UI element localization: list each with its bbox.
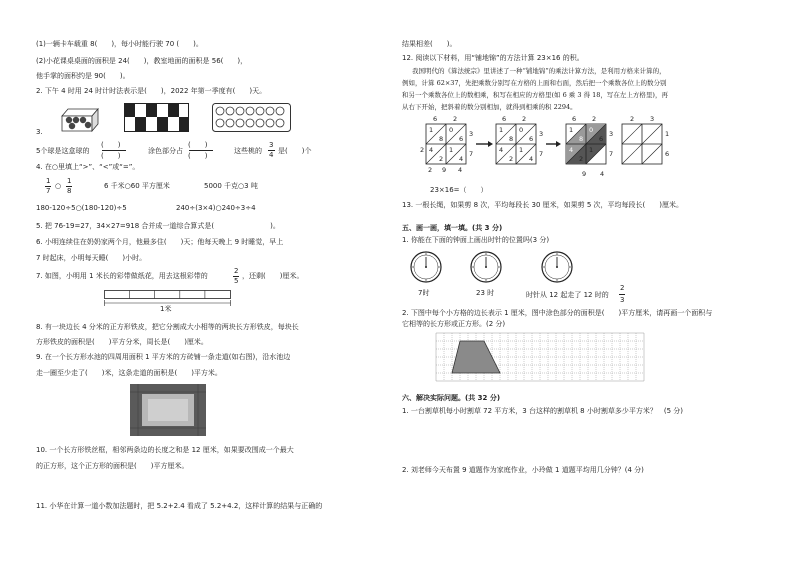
svg-text:7: 7 <box>539 150 544 158</box>
q6-part2: 7 时起床，小明每天睡( )小时。 <box>36 254 147 262</box>
svg-text:6: 6 <box>529 135 534 143</box>
q4-compare-4: 180-120÷5○(180-120)÷5 <box>36 204 127 212</box>
pool-walkway-image <box>130 384 206 436</box>
svg-text:4: 4 <box>429 146 434 154</box>
q1-part2: (2)小花课桌桌面的面积是 24( )，教室地面的面积是 56( )， <box>36 57 248 65</box>
svg-text:8: 8 <box>439 135 444 143</box>
svg-text:3: 3 <box>609 130 614 138</box>
q4-compare-3: 5000 千克○3 吨 <box>204 182 258 190</box>
svg-text:6: 6 <box>572 115 577 123</box>
q3-frac1-den: ( ) <box>101 152 121 160</box>
clock-icon <box>471 252 501 282</box>
svg-text:1: 1 <box>499 126 504 134</box>
svg-text:8: 8 <box>509 135 514 143</box>
clock-icon <box>542 252 572 282</box>
q4-frac-a-den: 7 <box>46 187 51 195</box>
clock3-frac-den: 3 <box>620 296 625 304</box>
svg-text:4: 4 <box>458 166 463 174</box>
svg-text:8: 8 <box>579 135 584 143</box>
q3-text-b: 涂色部分占 <box>148 147 183 155</box>
q7-part2: ，还剩( )厘米。 <box>242 272 304 280</box>
svg-text:2: 2 <box>630 115 635 123</box>
svg-text:3: 3 <box>539 130 544 138</box>
q11-continued: 结果相差( )。 <box>402 40 457 48</box>
q10-part2: 的正方形，这个正方形的面积是( )平方厘米。 <box>36 462 189 470</box>
clock2-label: 23 时 <box>476 289 495 297</box>
q5-text: 5. 把 76-19=27，34×27=918 合并成一道综合算式是( )。 <box>36 222 280 230</box>
g1-top-digit: 2 <box>453 115 458 123</box>
svg-text:9: 9 <box>582 170 587 178</box>
clock-faces <box>410 250 610 286</box>
q4-compare-5: 240÷(3×4)○240÷3÷4 <box>176 204 256 212</box>
q2-text: 2. 下午 4 时用 24 时计时法表示是( )，2022 年第一季度有( )天。 <box>36 87 267 95</box>
s5-q2-part2: 它相等的长方形或正方形。(2 分) <box>402 320 506 328</box>
q6-part1: 6. 小明连续住在奶奶家两个月，他最多住( )天；他每天晚上 9 时睡觉，早上 <box>36 238 284 246</box>
q8-part2: 方形铁皮的面积是( )平方分米，周长是( )厘米。 <box>36 338 208 346</box>
q10-part1: 10. 一个长方形铁丝框，相邻两条边的长度之和是 12 厘米，如果要改围成一个最大 <box>36 446 294 454</box>
shaded-grid-image <box>124 103 190 133</box>
svg-text:2: 2 <box>579 155 584 163</box>
section5-heading: 五、画一画，填一填。(共 3 分) <box>402 224 503 232</box>
q4-frac-a-num: 1 <box>46 177 51 185</box>
s6-q1-text: 1. 一台割草机每小时割草 72 平方米，3 台这样的割草机 8 小时割草多少平方米？ (5 分) <box>402 407 683 415</box>
svg-text:4: 4 <box>599 155 604 163</box>
svg-text:4: 4 <box>529 155 534 163</box>
svg-text:0: 0 <box>589 126 594 134</box>
svg-text:1: 1 <box>569 126 574 134</box>
q3-text-c: 这些桃的 <box>234 147 262 155</box>
q3-text-d: 是( )个 <box>278 147 312 155</box>
fraction-bar <box>102 150 126 151</box>
svg-text:2: 2 <box>420 146 425 154</box>
clock3-frac-num: 2 <box>620 284 625 292</box>
q3-number: 3. <box>36 128 43 136</box>
q3-frac2-den: ( ) <box>188 152 208 160</box>
svg-text:4: 4 <box>600 170 605 178</box>
q9-part1: 9. 在一个长方形水池的四周用面积 1 平方米的方砖铺一条走道(如右图)，沿水池边 <box>36 353 291 361</box>
svg-text:1: 1 <box>429 126 434 134</box>
q7-frac-num: 2 <box>234 267 239 275</box>
q4-compare-2: 6 千米○60 平方厘米 <box>104 182 170 190</box>
square-grid-figure <box>436 333 644 385</box>
svg-text:4: 4 <box>499 146 504 154</box>
peach-tray-image <box>212 103 292 133</box>
q12-para1: 我国明代的《算法统宗》里讲述了一种“铺地锦”的乘法计算方法，是利用方格来计算的， <box>412 67 666 75</box>
q12-para3: 和另一个乘数各位上的数相乘，积写在相应的方格里(如 6 乘 3 得 18，写在左上方格里)，再 <box>402 91 668 99</box>
q7-frac-den: 5 <box>234 277 239 285</box>
clock3-label: 时针从 12 起走了 12 时的 <box>526 291 609 299</box>
svg-text:3: 3 <box>469 130 474 138</box>
g1-top-digit: 6 <box>433 115 438 123</box>
svg-text:1: 1 <box>519 146 524 154</box>
svg-text:2: 2 <box>592 115 597 123</box>
q13-text: 13. 一根长绳，如果剪 8 次，平均每段长 30 厘米，如果剪 5 次，平均每段长( )厘米。 <box>402 201 683 209</box>
svg-text:2: 2 <box>509 155 514 163</box>
ball-box-image <box>58 104 100 134</box>
q1-part1: (1)一辆卡车载重 8( )，每小时能行驶 70 ( )。 <box>36 40 203 48</box>
fraction-bar <box>189 150 213 151</box>
clock1-label: 7时 <box>418 289 430 297</box>
svg-text:4: 4 <box>569 146 574 154</box>
q3-frac3-den: 4 <box>269 151 274 159</box>
svg-text:2: 2 <box>522 115 527 123</box>
svg-text:6: 6 <box>599 135 604 143</box>
svg-text:7: 7 <box>469 150 474 158</box>
s6-q2-text: 2. 刘老师今天布置 9 道题作为家庭作业，小玲做 1 道题平均用几分钟？(4 分) <box>402 466 644 474</box>
q3-frac3-num: 3 <box>269 141 274 149</box>
q12-para4: 从右下开始，把斜着的数分别相加，就得到相乘的积 2294。 <box>402 103 577 111</box>
q3-text-a: 5个球是这盒球的 <box>36 147 90 155</box>
ribbon-label: 1米 <box>160 305 172 313</box>
svg-text:4: 4 <box>459 155 464 163</box>
svg-text:9: 9 <box>442 166 447 174</box>
ribbon-diagram <box>104 289 242 317</box>
clock-icon <box>411 252 441 282</box>
q3-frac1-num: ( ) <box>101 141 121 149</box>
fraction-bar <box>619 294 625 295</box>
svg-text:6: 6 <box>502 115 507 123</box>
svg-text:2: 2 <box>439 155 444 163</box>
q12-title: 12. 阅读以下材料，用“铺地锦”的方法计算 23×16 的积。 <box>402 54 584 62</box>
lattice-multiplication-diagram <box>420 114 690 182</box>
svg-text:2: 2 <box>428 166 433 174</box>
q4-text: 4. 在○里填上“>”、“<”或“=”。 <box>36 163 140 171</box>
svg-text:1: 1 <box>665 130 670 138</box>
svg-text:6: 6 <box>665 150 670 158</box>
s5-q1-text: 1. 你能在下面的钟面上画出时针的位置吗(3 分) <box>402 236 550 244</box>
q1-part3: 他手掌的面积约是 90( )。 <box>36 72 130 80</box>
q4-frac-b-num: 1 <box>67 177 72 185</box>
q9-part2: 走一圈至少走了( )米，这条走道的面积是( )平方米。 <box>36 369 222 377</box>
section6-heading: 六、解决实际问题。(共 32 分) <box>402 394 501 402</box>
svg-text:1: 1 <box>589 146 594 154</box>
svg-text:3: 3 <box>650 115 655 123</box>
q11-text: 11. 小华在计算一道小数加法题时，把 5.2+2.4 看成了 5.2+4.2，这样计算的结果与正确的 <box>36 502 323 510</box>
svg-text:6: 6 <box>459 135 464 143</box>
q4-frac-b-den: 8 <box>67 187 72 195</box>
q3-frac2-num: ( ) <box>188 141 208 149</box>
svg-text:1: 1 <box>449 146 454 154</box>
svg-text:0: 0 <box>519 126 524 134</box>
q8-part1: 8. 有一块边长 4 分米的正方形铁皮，把它分割成大小相等的两块长方形铁皮，每块长 <box>36 323 299 331</box>
svg-text:7: 7 <box>609 150 614 158</box>
s5-q2-part1: 2. 下图中每个小方格的边长表示 1 厘米，图中涂色部分的面积是( )平方厘米，请再画一个面积与 <box>402 309 713 317</box>
q4-compare-circle: ○ <box>55 182 62 190</box>
q7-part1: 7. 如图，小明用 1 米长的彩带做纸花，用去这根彩带的 <box>36 272 208 280</box>
q12-para2: 例如，计算 62×37，先把乘数分别写在方格的上面和右面，然后把一个乘数各位上的数分别 <box>402 79 667 87</box>
svg-text:0: 0 <box>449 126 454 134</box>
q12-answer: 23×16=（ ） <box>430 186 488 194</box>
